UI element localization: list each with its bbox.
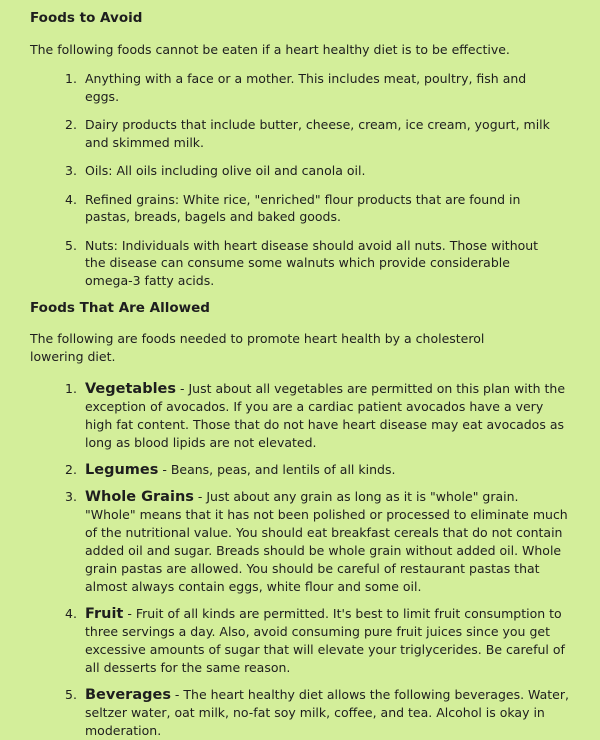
list-item	[65, 191, 555, 226]
heading-foods-to-avoid: Foods to Avoid	[30, 10, 143, 26]
list-item	[65, 488, 573, 596]
list-item	[65, 237, 555, 290]
item-term: Beverages	[85, 687, 171, 703]
item-term: Whole Grains	[85, 489, 194, 505]
list-item	[65, 461, 573, 479]
item-text: - The heart healthy diet allows the following beverages. Water, seltzer water, oat milk, no-fat soy milk, coffee, and tea. Alcohol is okay in moderation.	[85, 687, 569, 738]
list-item	[65, 70, 555, 105]
list-foods-to-avoid	[30, 70, 570, 289]
heading-foods-allowed: Foods That Are Allowed	[30, 300, 210, 316]
item-number: 4.	[65, 606, 77, 621]
item-number: 2.	[65, 462, 77, 477]
list-item	[65, 605, 573, 677]
item-term: Fruit	[85, 606, 124, 622]
item-term: Legumes	[85, 462, 159, 478]
intro-foods-to-avoid: The following foods cannot be eaten if a heart healthy diet is to be effective.	[30, 42, 510, 57]
item-number: 5.	[65, 687, 77, 702]
list-item	[65, 116, 555, 151]
item-text: Anything with a face or a mother. This includes meat, poultry, fish and eggs.	[85, 71, 527, 104]
list-item	[65, 686, 573, 740]
item-text: Refined grains: White rice, "enriched" flour products that are found in pastas, breads, bagels and baked goods.	[85, 191, 521, 224]
item-number: 4.	[65, 191, 77, 207]
item-text: Oils: All oils including olive oil and canola oil.	[85, 163, 366, 178]
list-foods-allowed	[30, 380, 570, 740]
item-text: - Fruit of all kinds are permitted. It's best to limit fruit consumption to three servings a day. Also, avoid consuming pure fruit juices since you get excessive amounts of sugar that will elevate your triglycerides. Be careful of all desserts for the same reason.	[85, 606, 565, 675]
list-item	[65, 380, 573, 452]
item-text: - Beans, peas, and lentils of all kinds.	[158, 462, 396, 477]
item-text: - Just about all vegetables are permitted on this plan with the exception of avocados. If you are a cardiac patient avocados have a very high fat content. Those that do not have heart disease may eat avocados as long as blood lipids are not elevated.	[85, 381, 566, 450]
list-item	[65, 162, 555, 180]
item-text: - Just about any grain as long as it is "whole" grain. "Whole" means that it has not been polished or processed to eliminate much of the nutritional value. You should eat breakfast cereals that do not contain added oil and sugar. Breads should be whole grain without added oil. Whole grain pastas are allowed. You should be careful of restaurant pastas that almost always contain eggs, white flour and some oil.	[85, 489, 568, 594]
item-number: 3.	[65, 489, 77, 504]
item-term: Vegetables	[85, 381, 177, 397]
item-text: Dairy products that include butter, cheese, cream, ice cream, yogurt, milk and skimmed milk.	[85, 117, 550, 150]
intro-foods-allowed: The following are foods needed to promote heart health by a cholesterol lowering diet.	[30, 331, 485, 364]
item-number: 5.	[65, 237, 77, 253]
item-number: 1.	[65, 71, 77, 86]
item-number: 1.	[65, 381, 77, 396]
item-number: 2.	[65, 117, 77, 132]
item-number: 3.	[65, 163, 77, 178]
item-text: Nuts: Individuals with heart disease should avoid all nuts. Those without the disease can consume some walnuts which provide considerable omega-3 fatty acids.	[85, 237, 539, 288]
